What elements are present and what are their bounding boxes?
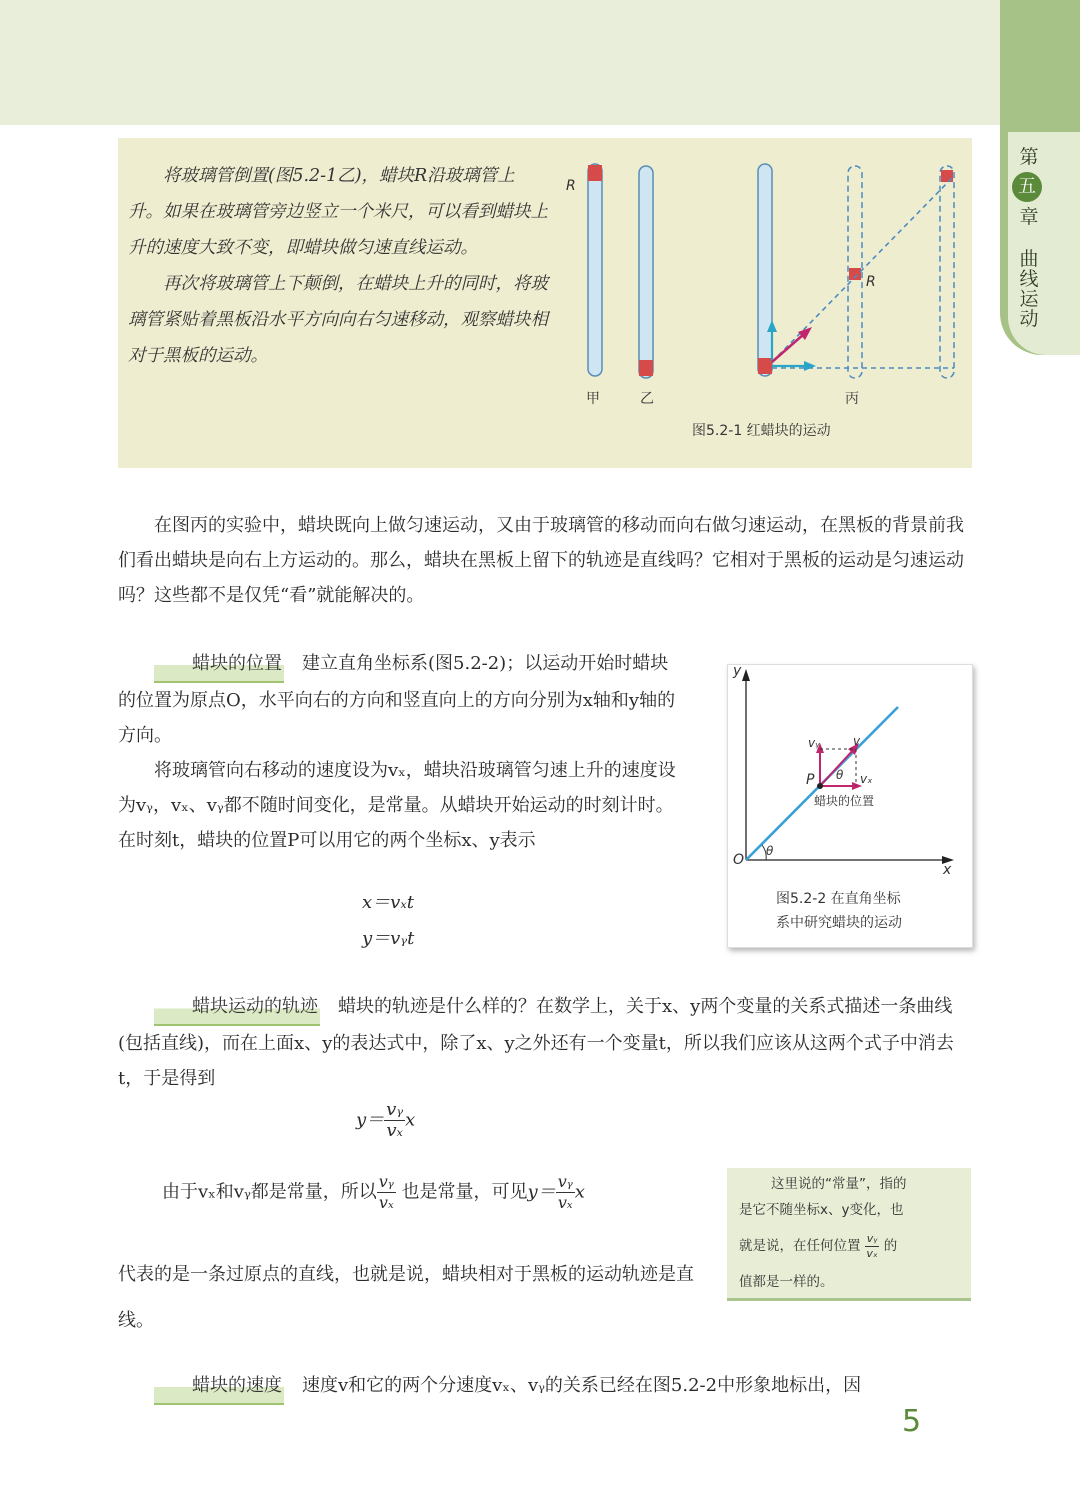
equation-y: y＝vᵧt — [362, 928, 415, 949]
figure-5-2-2-caption-2: 系中研究蜡块的运动 — [776, 915, 902, 931]
page-number: 5 — [902, 1404, 922, 1439]
note-line-3: 就是说，在任何位置 $\frac{\text{vᵧ}}{\text{vₓ}}$ 的 — [739, 1231, 898, 1260]
equation-x: x＝vₓt — [362, 892, 414, 913]
figure-5-2-1-caption: 图5.2-1 红蜡块的运动 — [692, 423, 831, 439]
heading-position: 蜡块的位置 — [154, 646, 284, 683]
intro-paragraph: 在图丙的实验中，蜡块既向上做匀速运动，又由于玻璃管的移动而向右做匀速运动，在黑板的背景前我们看出蜡块是向右上方运动的。那么，蜡块在黑板上留下的轨迹是直线吗？它相对于黑板的运动是匀速运动吗？这些都不是仅凭“看”就能解决的。 — [118, 515, 964, 606]
heading-velocity: 蜡块的速度 — [154, 1368, 284, 1405]
point-p-label: P — [806, 772, 815, 788]
chapter-di: 第 — [1019, 146, 1039, 168]
note-line-4: 值都是一样的。 — [739, 1274, 834, 1290]
axis-x-label: x — [943, 862, 952, 878]
note-line-2: 是它不随坐标x、y变化，也 — [739, 1202, 904, 1218]
heading-trajectory: 蜡块运动的轨迹 — [154, 989, 320, 1026]
top-band — [0, 0, 1000, 125]
vy-label: vᵧ — [808, 736, 820, 750]
section-position — [118, 646, 684, 858]
chapter-title-char-4: 动 — [1019, 308, 1039, 330]
figure-5-2-2-caption-1: 图5.2-2 在直角坐标 — [776, 891, 901, 907]
note-line-1: 这里说的“常量”，指的 — [771, 1176, 907, 1192]
label-bing: 丙 — [845, 391, 859, 407]
trajectory-paragraph-1: 蜡块的轨迹是什么样的？在数学上，关于x、y两个变量的关系式描述一条曲线(包括直线)，而在上面x、y的表达式中，除了x、y之外还有一个变量t，所以我们应该从这两个式子中消去t，于是得到 — [118, 996, 954, 1089]
experiment-text — [128, 158, 548, 374]
equation-line: y＝ $\frac{\text{vᵧ}}{\text{vₓ}}$ x — [356, 1099, 416, 1141]
experiment-paragraph-2: 再次将玻璃管上下颠倒，在蜡块上升的同时，将玻璃管紧贴着黑板沿水平方向向右匀速移动，观察蜡块相对于黑板的运动。 — [128, 274, 548, 366]
label-yi: 乙 — [640, 391, 654, 407]
chapter-title-char-3: 运 — [1019, 288, 1039, 310]
label-jia: 甲 — [586, 391, 600, 407]
trajectory-paragraph-3: 代表的是一条过原点的直线，也就是说，蜡块相对于黑板的运动轨迹是直线。 — [118, 1264, 694, 1331]
trajectory-paragraph-2: 由于vₓ和vᵧ都是常量，所以 $\frac{\text{vᵧ}}{\text{vₓ}}$ 也是常量，可见y＝ $\frac{\text{vᵧ}}{\text{vₓ}}$ x — [162, 1172, 585, 1212]
figure-5-2-1 — [560, 150, 970, 390]
position-paragraph-1: 建立直角坐标系(图5.2-2)；以运动开始时蜡块的位置为原点O，水平向右的方向和竖直向上的方向分别为x轴和y轴的方向。 — [118, 653, 676, 746]
position-paragraph-2: 将玻璃管向右移动的速度设为vₓ，蜡块沿玻璃管匀速上升的速度设为vᵧ，vₓ、vᵧ都不随时间变化，是常量。从蜡块开始运动的时刻计时。在时刻t，蜡块的位置P可以用它的两个坐标x、y表示 — [118, 760, 676, 851]
section-velocity — [118, 1368, 973, 1405]
label-r-2: R — [866, 274, 876, 290]
chapter-number-badge: 五 — [1012, 172, 1042, 202]
chapter-zhang: 章 — [1019, 206, 1039, 228]
theta-label-2: θ — [836, 768, 844, 782]
v-label: v — [853, 734, 861, 748]
axis-y-label: y — [733, 663, 742, 679]
chapter-title-char-2: 线 — [1019, 268, 1039, 290]
chapter-title-char-1: 曲 — [1019, 248, 1039, 270]
experiment-paragraph-1: 将玻璃管倒置(图5.2-1乙)，蜡块R沿玻璃管上升。如果在玻璃管旁边竖立一个米尺，可以看到蜡块上升的速度大致不变，即蜡块做匀速直线运动。 — [128, 166, 548, 258]
label-r-1: R — [566, 178, 576, 194]
theta-label-1: θ — [766, 844, 774, 858]
margin-note — [727, 1168, 971, 1301]
wax-position-label: 蜡块的位置 — [814, 794, 875, 808]
origin-label: O — [733, 852, 745, 868]
vx-label: vₓ — [860, 772, 873, 786]
section-trajectory — [118, 989, 973, 1096]
velocity-paragraph-1: 速度v和它的两个分速度vₓ、vᵧ的关系已经在图5.2-2中形象地标出，因 — [302, 1375, 862, 1396]
